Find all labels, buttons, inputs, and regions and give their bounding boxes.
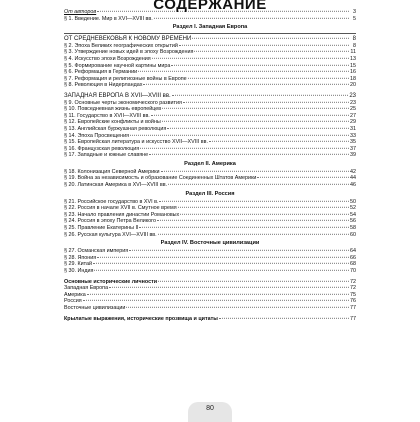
dot-leader — [192, 38, 349, 39]
table-of-contents — [64, 9, 356, 322]
dot-leader — [109, 287, 349, 288]
toc-entry-page: 54 — [350, 211, 356, 218]
toc-entry[interactable] — [64, 298, 356, 305]
dot-leader — [179, 45, 349, 46]
dot-leader — [97, 11, 349, 12]
toc-entry[interactable] — [64, 285, 356, 292]
toc-entry-title: § 15. Европейская литература и искусство XVII—XVIII вв. — [64, 139, 208, 146]
toc-entry-page: 72 — [350, 278, 356, 285]
toc-entry-title: § 22. Россия в начале XVII в. Смутное время — [64, 205, 177, 212]
dot-leader — [93, 263, 349, 264]
toc-entry-page: 37 — [350, 145, 356, 152]
toc-entry[interactable] — [64, 76, 356, 83]
toc-entry[interactable] — [64, 205, 356, 212]
toc-entry-title: Крылатые выражения, исторические прозвища и цитаты — [64, 315, 218, 322]
toc-entry-page: 23 — [350, 99, 356, 106]
toc-entry-title: § 30. Индия — [64, 268, 94, 274]
toc-entry[interactable] — [64, 82, 356, 89]
dot-leader — [162, 108, 349, 109]
dot-leader — [161, 171, 349, 172]
dot-leader — [83, 300, 349, 301]
toc-entry-title: § 28. Япония — [64, 254, 97, 261]
toc-entry-title: Западная Европа — [64, 285, 109, 292]
toc-entry-page: 60 — [350, 231, 356, 238]
toc-entry-title: § 1. Введение. Мир в XVI—XVIII вв. — [64, 15, 153, 22]
toc-entry-title: § 27. Османская империя — [64, 248, 129, 255]
dot-leader — [219, 317, 349, 318]
toc-entry[interactable] — [64, 56, 356, 63]
toc-entry[interactable] — [64, 146, 356, 153]
dot-leader — [158, 280, 349, 281]
toc-entry-page: 77 — [350, 304, 356, 311]
dot-leader — [140, 147, 349, 148]
toc-entry[interactable] — [64, 248, 356, 255]
toc-entry-title: § 18. Колонизация Северной Америки — [64, 168, 160, 175]
toc-entry-title: § 11. Государство в XVII—XVIII вв. — [64, 112, 150, 119]
dot-leader — [167, 128, 349, 129]
toc-entry-page: 8 — [352, 36, 356, 43]
toc-entry-page: 27 — [350, 112, 356, 119]
dot-leader — [188, 78, 349, 79]
toc-entry-title: § 3. Утверждение новых идей в эпоху Возрождения — [64, 49, 194, 56]
toc-entry[interactable] — [64, 49, 356, 56]
page-title: СОДЕРЖАНИЕ — [153, 0, 267, 13]
dot-leader — [168, 184, 349, 185]
toc-entry-page: 44 — [350, 175, 356, 182]
toc-entry-title: § 4. Искусство эпохи Возрождения — [64, 55, 151, 62]
dot-leader — [157, 220, 349, 221]
dot-leader — [97, 257, 349, 258]
toc-entry-page: 15 — [350, 62, 356, 69]
dot-leader — [162, 121, 349, 122]
page-number: 80 — [188, 402, 232, 422]
toc-entry-page: 5 — [353, 15, 356, 22]
toc-entry-page: 52 — [350, 205, 356, 212]
toc-entry-page: 29 — [350, 119, 356, 126]
toc-entry-title: Россия — [64, 298, 82, 305]
section-heading: Раздел II. Америка — [184, 160, 236, 167]
toc-entry[interactable] — [64, 106, 356, 113]
section-heading: Раздел I. Западная Европа — [172, 24, 248, 31]
toc-entry-title: § 10. Повседневная жизнь европейцев — [64, 106, 162, 113]
toc-entry-page: 58 — [350, 225, 356, 232]
toc-entry[interactable] — [64, 268, 356, 275]
toc-entry[interactable] — [64, 16, 356, 23]
toc-entry-title: § 8. Революция в Нидерландах — [64, 82, 143, 89]
dot-leader — [154, 17, 349, 18]
toc-entry-title: § 29. Китай — [64, 261, 93, 268]
toc-entry[interactable] — [64, 199, 356, 206]
toc-entry-page: 70 — [350, 268, 356, 274]
dot-leader — [126, 307, 349, 308]
toc-entry[interactable] — [64, 63, 356, 70]
toc-entry[interactable] — [64, 261, 356, 268]
toc-entry[interactable] — [64, 218, 356, 225]
toc-entry-title: § 24. Россия в эпоху Петра Великого — [64, 218, 157, 225]
toc-entry-page: 23 — [349, 92, 356, 99]
toc-entry-page: 64 — [350, 248, 356, 255]
toc-entry-title: § 20. Латинская Америка в XVI—XVIII вв. — [64, 182, 168, 189]
toc-entry-page: 18 — [350, 75, 356, 82]
dot-leader — [151, 115, 349, 116]
toc-entry-title: Америка — [64, 291, 86, 298]
toc-entry-title: § 19. Война за независимость и образование Соединенных Штатов Америки — [64, 175, 257, 182]
toc-entry-page: 20 — [350, 82, 356, 89]
toc-entry-title: § 14. Эпоха Просвещения — [64, 132, 129, 139]
toc-entry-page: 31 — [350, 125, 356, 132]
toc-entry[interactable] — [64, 93, 356, 100]
dot-leader — [130, 134, 349, 135]
toc-entry[interactable] — [64, 69, 356, 76]
toc-entry[interactable] — [64, 225, 356, 232]
toc-entry-title: Восточные цивилизации — [64, 304, 126, 311]
dot-leader — [152, 58, 349, 59]
dot-leader — [87, 294, 349, 295]
dot-leader — [209, 141, 349, 142]
toc-entry-page: 33 — [350, 132, 356, 139]
toc-entry[interactable] — [64, 212, 356, 219]
toc-entry-title: § 21. Российское государство в XVI в. — [64, 198, 159, 205]
toc-entry-page: 3 — [353, 9, 356, 15]
dot-leader — [171, 64, 349, 65]
toc-entry[interactable] — [64, 119, 356, 126]
dot-leader — [158, 233, 349, 234]
divider — [64, 33, 356, 34]
toc-entry-page: 11 — [350, 49, 356, 56]
toc-entry[interactable] — [64, 152, 356, 159]
dot-leader — [178, 207, 349, 208]
toc-entry-title: От авторов — [64, 9, 97, 15]
toc-entry-title: § 12. Европейские конфликты и войны — [64, 119, 161, 126]
toc-entry-title: § 16. Французская революция — [64, 145, 140, 152]
toc-entry-page: 66 — [350, 254, 356, 261]
dot-leader — [183, 101, 349, 102]
toc-entry-title: ОТ СРЕДНЕВЕКОВЬЯ К НОВОМУ ВРЕМЕНИ — [64, 36, 192, 43]
toc-entry-page: 77 — [350, 315, 356, 322]
dot-leader — [143, 84, 349, 85]
toc-entry[interactable] — [64, 9, 356, 16]
toc-entry[interactable] — [64, 292, 356, 299]
dot-leader — [149, 154, 349, 155]
toc-entry-title: ЗАПАДНАЯ ЕВРОПА В XVII—XVIII вв. — [64, 92, 171, 99]
toc-entry[interactable] — [64, 255, 356, 262]
toc-entry-page: 42 — [350, 168, 356, 175]
toc-entry-title: § 26. Русская культура XVI—XVIII вв. — [64, 231, 157, 238]
toc-entry[interactable] — [64, 36, 356, 43]
toc-entry-page: 68 — [350, 261, 356, 268]
dot-leader — [94, 270, 349, 271]
toc-entry-page: 25 — [350, 106, 356, 113]
dot-leader — [180, 214, 349, 215]
toc-entry-title: § 2. Эпоха Великих географических открытий — [64, 42, 178, 49]
dot-leader — [139, 227, 349, 228]
toc-entry-title: § 6. Реформация в Германии — [64, 69, 138, 76]
toc-entry-page: 56 — [350, 218, 356, 225]
toc-entry[interactable] — [64, 139, 356, 146]
toc-entry-title: § 17. Западные и южные славяне — [64, 152, 149, 159]
toc-entry[interactable] — [64, 316, 356, 323]
toc-entry-page: 13 — [350, 55, 356, 62]
toc-entry[interactable] — [64, 279, 356, 286]
toc-entry-page: 35 — [350, 139, 356, 146]
toc-entry[interactable] — [64, 126, 356, 133]
toc-entry-title: § 25. Правление Екатерины II — [64, 225, 139, 232]
section-heading: Раздел IV. Восточные цивилизации — [160, 240, 260, 247]
section-heading: Раздел III. Россия — [185, 190, 235, 197]
toc-entry-page: 16 — [350, 69, 356, 76]
dot-leader — [138, 71, 349, 72]
toc-entry-title: § 9. Основные черты экономического развития — [64, 99, 182, 106]
toc-entry-title: Основные исторические личности — [64, 278, 158, 285]
toc-entry[interactable] — [64, 232, 356, 239]
toc-entry[interactable] — [64, 175, 356, 182]
dot-leader — [129, 250, 349, 251]
dot-leader — [159, 200, 349, 201]
toc-entry-title: § 23. Начало правления династии Романовых — [64, 211, 180, 218]
toc-entry-page: 72 — [350, 285, 356, 292]
toc-entry[interactable] — [64, 305, 356, 312]
toc-entry[interactable] — [64, 182, 356, 189]
toc-entry-page: 50 — [350, 198, 356, 205]
toc-entry-page: 46 — [350, 182, 356, 189]
toc-entry-page: 75 — [350, 291, 356, 298]
toc-entry-title: § 13. Английская буржуазная революция — [64, 125, 167, 132]
dot-leader — [257, 177, 349, 178]
dot-leader — [172, 95, 349, 96]
toc-entry-title: § 7. Реформация и религиозные войны в Европе — [64, 75, 187, 82]
toc-entry-page: 39 — [350, 152, 356, 159]
toc-entry-title: § 5. Формирование научной картины мира — [64, 62, 171, 69]
toc-entry-page: 8 — [353, 42, 356, 49]
dot-leader — [194, 51, 349, 52]
toc-entry-page: 76 — [350, 298, 356, 305]
